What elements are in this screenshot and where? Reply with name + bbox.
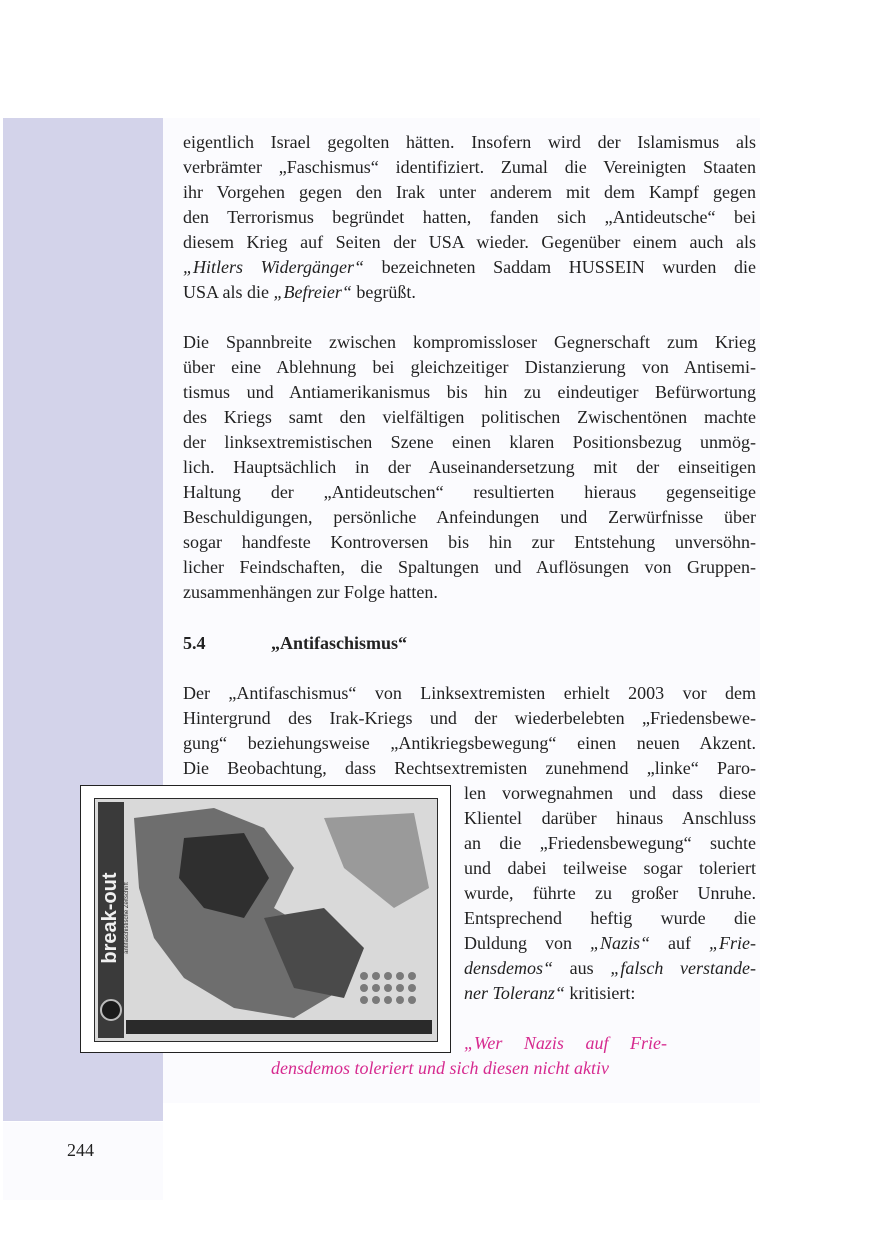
section-title: „Antifaschismus“ xyxy=(271,633,408,653)
text-run: auf xyxy=(650,933,709,953)
text-line: lich. Hauptsächlich in der Auseinandersetzung mit der einseitigen xyxy=(183,457,756,477)
text-line: tismus und Antiamerikanismus bis hin zu eindeutiger Befürwortung xyxy=(183,382,756,402)
section-number: 5.4 xyxy=(183,633,206,653)
text-line: Die Spannbreite zwischen kompromissloser Gegnerschaft zum Krieg xyxy=(183,332,756,352)
italic-phrase: „Nazis“ xyxy=(589,933,651,953)
text-line: sogar handfeste Kontroversen bis hin zur Entstehung unversöhn- xyxy=(183,532,756,552)
text-run: bezeichneten Saddam HUSSEIN wurden die xyxy=(363,257,756,277)
page-number: 244 xyxy=(67,1140,94,1160)
italic-phrase: „Befreier“ xyxy=(273,282,352,302)
italic-phrase: „Hitlers Widergänger“ xyxy=(183,257,364,277)
text-line xyxy=(183,255,756,280)
paragraph-1 xyxy=(183,130,756,305)
text-line: den Terrorismus begründet hatten, fanden sich „Antideutsche“ bei xyxy=(183,207,756,227)
text-line: Haltung der „Antideutschen“ resultierten hieraus gegenseitige xyxy=(183,482,756,502)
text-line xyxy=(464,931,756,956)
photo-collage-icon xyxy=(94,798,438,1042)
section-heading xyxy=(183,631,407,656)
text-run: aus xyxy=(553,958,611,978)
italic-phrase: ner Toleranz“ xyxy=(464,983,565,1003)
quote-line xyxy=(271,1056,609,1081)
text-line: der linksextremistischen Szene einen klaren Positionsbezug unmög- xyxy=(183,432,756,452)
paragraph-3-column xyxy=(464,781,756,1006)
text-line: gung“ beziehungsweise „Antikriegsbewegung“ einen neuen Akzent. xyxy=(183,733,756,753)
text-line: Beschuldigungen, persönliche Anfeindungen und Zerwürfnisse über xyxy=(183,507,756,527)
text-line xyxy=(183,280,756,305)
text-line: Entsprechend heftig wurde die xyxy=(464,908,756,928)
text-line xyxy=(464,981,756,1006)
italic-phrase: „falsch verstande- xyxy=(610,958,756,978)
paragraph-3 xyxy=(183,681,756,781)
text-line: ihr Vorgehen gegen den Irak unter anderem mit dem Kampf gegen xyxy=(183,182,756,202)
text-run: begrüßt. xyxy=(351,282,416,302)
text-line: über eine Ablehnung bei gleichzeitiger Distanzierung von Antisemi- xyxy=(183,357,756,377)
text-line: an die „Friedensbewegung“ suchte xyxy=(464,833,756,853)
text-line: eigentlich Israel gegolten hätten. Insofern wird der Islamismus als xyxy=(183,132,756,152)
italic-phrase: „Frie- xyxy=(709,933,756,953)
text-run: USA als die xyxy=(183,282,274,302)
text-line: verbrämter „Faschismus“ identifiziert. Zumal die Vereinigten Staaten xyxy=(183,157,756,177)
text-run: Duldung von xyxy=(464,933,590,953)
text-line: Der „Antifaschismus“ von Linksextremisten erhielt 2003 vor dem xyxy=(183,683,756,703)
text-line: zusammenhängen zur Folge hatten. xyxy=(183,582,438,602)
cover-subtitle: antifaschistische Zeitschrift xyxy=(124,882,130,954)
text-line: Die Beobachtung, dass Rechtsextremisten zunehmend „linke“ Paro- xyxy=(183,758,756,778)
text-line: Klientel darüber hinaus Anschluss xyxy=(464,808,756,828)
paragraph-2 xyxy=(183,330,756,605)
text-line: licher Feindschaften, die Spaltungen und Auflösungen von Gruppen- xyxy=(183,557,756,577)
text-line: wurde, führte zu großer Unruhe. xyxy=(464,883,756,903)
text-line: diesem Krieg auf Seiten der USA wieder. Gegenüber einem auch als xyxy=(183,232,756,252)
text-line xyxy=(464,956,756,981)
text-run: kritisiert: xyxy=(564,983,636,1003)
text-line: des Kriegs samt den vielfältigen politischen Zwischentönen machte xyxy=(183,407,756,427)
magazine-cover-figure xyxy=(80,785,451,1053)
cover-title: break-out xyxy=(99,872,121,964)
text-line: und dabei teilweise sogar toleriert xyxy=(464,858,756,878)
quote-text: „Wer Nazis auf Frie- xyxy=(464,1033,667,1053)
text-line: len vorwegnahmen und dass diese xyxy=(464,783,756,803)
page-number-box xyxy=(3,1122,163,1200)
quote-text: densdemos toleriert und sich diesen nicht aktiv xyxy=(271,1058,609,1078)
italic-phrase: densdemos“ xyxy=(464,958,553,978)
quote-line xyxy=(464,1031,756,1056)
text-line: Hintergrund des Irak-Kriegs und der wiederbelebten „Friedensbewe- xyxy=(183,708,756,728)
